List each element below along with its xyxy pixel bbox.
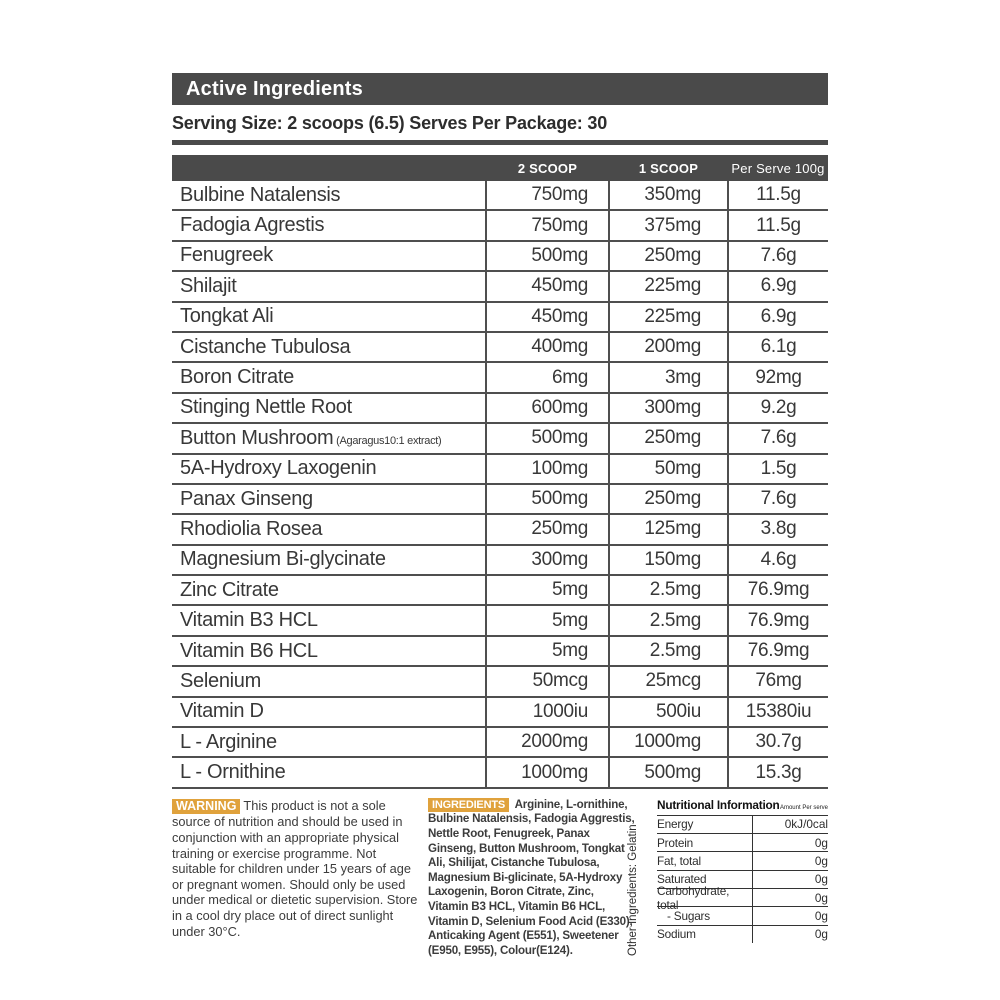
value-2scoop: 450mg: [486, 271, 609, 301]
value-per-serve: 6.9g: [728, 271, 828, 301]
value-1scoop: 25mcg: [609, 666, 728, 696]
value-1scoop: 225mg: [609, 302, 728, 332]
table-row: [172, 423, 828, 453]
nutrition-row: [657, 925, 828, 943]
nutrition-row-value: 0g: [752, 834, 828, 851]
nutrition-row-value: 0g: [752, 889, 828, 906]
value-per-serve: 76mg: [728, 666, 828, 696]
ingredient-name: Fenugreek: [172, 241, 486, 271]
table-row: [172, 362, 828, 392]
amount-per-serve-label: Amount Per serve: [779, 804, 828, 811]
ingredient-name: Stinging Nettle Root: [172, 393, 486, 423]
table-row: [172, 727, 828, 757]
value-per-serve: 4.6g: [728, 545, 828, 575]
value-per-serve: 3.8g: [728, 514, 828, 544]
value-1scoop: 150mg: [609, 545, 728, 575]
nutrition-row: [657, 851, 828, 869]
serving-size-line: Serving Size: 2 scoops (6.5) Serves Per Package: 30: [172, 113, 608, 133]
ingredient-name: Rhodiolia Rosea: [172, 514, 486, 544]
value-1scoop: 2.5mg: [609, 575, 728, 605]
ingredient-name: Panax Ginseng: [172, 484, 486, 514]
ingredient-name: Selenium: [172, 666, 486, 696]
table-row: [172, 241, 828, 271]
ingredient-name: Boron Citrate: [172, 362, 486, 392]
active-ingredients-header: Active Ingredients: [172, 73, 828, 105]
value-2scoop: 500mg: [486, 241, 609, 271]
value-2scoop: 300mg: [486, 545, 609, 575]
table-row: [172, 302, 828, 332]
value-2scoop: 450mg: [486, 302, 609, 332]
other-ingredients-text: Other Ingredients: Gelatin: [627, 824, 639, 957]
ingredient-name: Vitamin B6 HCL: [172, 636, 486, 666]
table-row: [172, 393, 828, 423]
table-row: [172, 484, 828, 514]
nutrition-row-label: Sodium: [657, 927, 696, 942]
value-1scoop: 250mg: [609, 241, 728, 271]
value-1scoop: 500mg: [609, 757, 728, 787]
value-2scoop: 500mg: [486, 423, 609, 453]
nutrition-row-label: Energy: [657, 817, 694, 832]
ingredient-name: Shilajit: [172, 271, 486, 301]
nutrition-row-label: - Sugars: [667, 908, 710, 923]
nutrition-title: Nutritional Information: [657, 797, 780, 812]
nutrition-row-label: Fat, total: [657, 854, 701, 869]
value-per-serve: 1.5g: [728, 454, 828, 484]
ingredients-block: [428, 798, 636, 959]
ingredient-name: Button Mushroom (Agaragus10:1 extract): [172, 423, 486, 453]
column-header-per-serve: Per Serve 100g: [728, 155, 828, 181]
value-1scoop: 250mg: [609, 423, 728, 453]
value-2scoop: 750mg: [486, 210, 609, 240]
column-header-name: [172, 155, 486, 181]
ingredient-name: Tongkat Ali: [172, 302, 486, 332]
footer-section: [172, 798, 828, 959]
ingredient-name: Bulbine Natalensis: [172, 181, 486, 210]
ingredient-note: (Agaragus10:1 extract): [333, 434, 442, 447]
ingredient-name: L - Ornithine: [172, 757, 486, 787]
nutrition-rows: [657, 815, 828, 943]
table-row: [172, 697, 828, 727]
value-1scoop: 50mg: [609, 454, 728, 484]
value-1scoop: 200mg: [609, 332, 728, 362]
ingredient-name: Cistanche Tubulosa: [172, 332, 486, 362]
value-2scoop: 5mg: [486, 636, 609, 666]
value-1scoop: 300mg: [609, 393, 728, 423]
table-row: [172, 636, 828, 666]
nutrition-row: [657, 815, 828, 833]
nutrition-row: [657, 883, 828, 912]
ingredients-text: Arginine, L-ornithine, Bulbine Natalensis, Fadogia Aggrestis, Nettle Root, Fenugreek, Panax Ginseng, Button Mushroom, Tongkat Ali, Shilijat, Cistanche Tubulosa, Magnesium Bi-glicinate, 5A-Hydroxy Laxogenin, Boron Citrate, Zinc, Vitamin B3 HCL, Vitamin B6 HCL, Vitamin D, Selenium Food Acid (E330), Anticaking Agent (E551), Sweetener (E950, E955), Colour(E124).: [428, 797, 635, 957]
value-per-serve: 7.6g: [728, 241, 828, 271]
ingredient-name: 5A-Hydroxy Laxogenin: [172, 454, 486, 484]
value-per-serve: 7.6g: [728, 484, 828, 514]
value-per-serve: 9.2g: [728, 393, 828, 423]
nutrition-row-label: Carbohydrate, total: [657, 883, 730, 912]
nutrition-row-value: 0g: [752, 926, 828, 943]
nutrition-row-value: 0kJ/0cal: [752, 816, 828, 833]
ingredient-name: Vitamin B3 HCL: [172, 605, 486, 635]
column-header-1scoop: 1 SCOOP: [609, 155, 728, 181]
table-row: [172, 332, 828, 362]
table-header-row: [172, 155, 828, 181]
value-2scoop: 5mg: [486, 605, 609, 635]
table-row: [172, 575, 828, 605]
ingredient-name: Zinc Citrate: [172, 575, 486, 605]
table-row: [172, 514, 828, 544]
value-per-serve: 76.9mg: [728, 636, 828, 666]
table-row: [172, 210, 828, 240]
value-1scoop: 2.5mg: [609, 605, 728, 635]
value-per-serve: 6.1g: [728, 332, 828, 362]
value-per-serve: 76.9mg: [728, 605, 828, 635]
warning-block: [172, 798, 422, 959]
value-per-serve: 15.3g: [728, 757, 828, 787]
nutrition-row-label: Saturated: [657, 872, 707, 887]
value-1scoop: 3mg: [609, 362, 728, 392]
ingredient-name: Magnesium Bi-glycinate: [172, 545, 486, 575]
nutrition-row-label: Protein: [657, 835, 693, 850]
divider-bar: [172, 140, 828, 145]
value-1scoop: 2.5mg: [609, 636, 728, 666]
table-row: [172, 454, 828, 484]
value-1scoop: 125mg: [609, 514, 728, 544]
table-row: [172, 605, 828, 635]
nutrition-panel-header: [657, 798, 828, 815]
value-2scoop: 100mg: [486, 454, 609, 484]
value-2scoop: 1000mg: [486, 757, 609, 787]
ingredient-table-body: [172, 181, 828, 788]
value-per-serve: 15380iu: [728, 697, 828, 727]
ingredient-name: Fadogia Agrestis: [172, 210, 486, 240]
ingredient-name: L - Arginine: [172, 727, 486, 757]
value-per-serve: 6.9g: [728, 302, 828, 332]
table-row: [172, 271, 828, 301]
value-1scoop: 225mg: [609, 271, 728, 301]
column-header-2scoop: 2 SCOOP: [486, 155, 609, 181]
value-2scoop: 6mg: [486, 362, 609, 392]
nutrition-row-value: 0g: [752, 907, 828, 924]
value-2scoop: 500mg: [486, 484, 609, 514]
warning-tag: WARNING: [172, 799, 240, 815]
value-per-serve: 30.7g: [728, 727, 828, 757]
ingredient-name: Vitamin D: [172, 697, 486, 727]
active-ingredients-table: [172, 155, 828, 789]
supplement-facts-label: [172, 73, 828, 958]
value-2scoop: 750mg: [486, 181, 609, 210]
nutrition-zone: [627, 797, 828, 959]
value-2scoop: 2000mg: [486, 727, 609, 757]
value-1scoop: 1000mg: [609, 727, 728, 757]
value-2scoop: 250mg: [486, 514, 609, 544]
value-per-serve: 11.5g: [728, 210, 828, 240]
value-1scoop: 375mg: [609, 210, 728, 240]
table-row: [172, 545, 828, 575]
value-2scoop: 400mg: [486, 332, 609, 362]
value-2scoop: 1000iu: [486, 697, 609, 727]
value-per-serve: 7.6g: [728, 423, 828, 453]
value-per-serve: 11.5g: [728, 181, 828, 210]
value-2scoop: 50mcg: [486, 666, 609, 696]
value-2scoop: 5mg: [486, 575, 609, 605]
value-per-serve: 92mg: [728, 362, 828, 392]
nutrition-row-value: 0g: [752, 852, 828, 869]
nutrition-row: [657, 906, 828, 924]
nutrition-row: [657, 833, 828, 851]
warning-text: This product is not a sole source of nutrition and should be used in conjunction with an appropriate physical training or exercise programme. Not suitable for children under 15 years of age or pregnant women. Should only be used under medical or dietetic supervision. Store in a cool dry place out of direct sunlight under 30°C.: [172, 797, 418, 939]
table-row: [172, 181, 828, 210]
ingredients-tag: INGREDIENTS: [428, 798, 509, 813]
nutrition-row-value: 0g: [752, 871, 828, 888]
value-2scoop: 600mg: [486, 393, 609, 423]
nutrition-panel: [657, 798, 828, 943]
value-1scoop: 350mg: [609, 181, 728, 210]
value-1scoop: 500iu: [609, 697, 728, 727]
value-per-serve: 76.9mg: [728, 575, 828, 605]
table-row: [172, 757, 828, 787]
table-row: [172, 666, 828, 696]
value-1scoop: 250mg: [609, 484, 728, 514]
